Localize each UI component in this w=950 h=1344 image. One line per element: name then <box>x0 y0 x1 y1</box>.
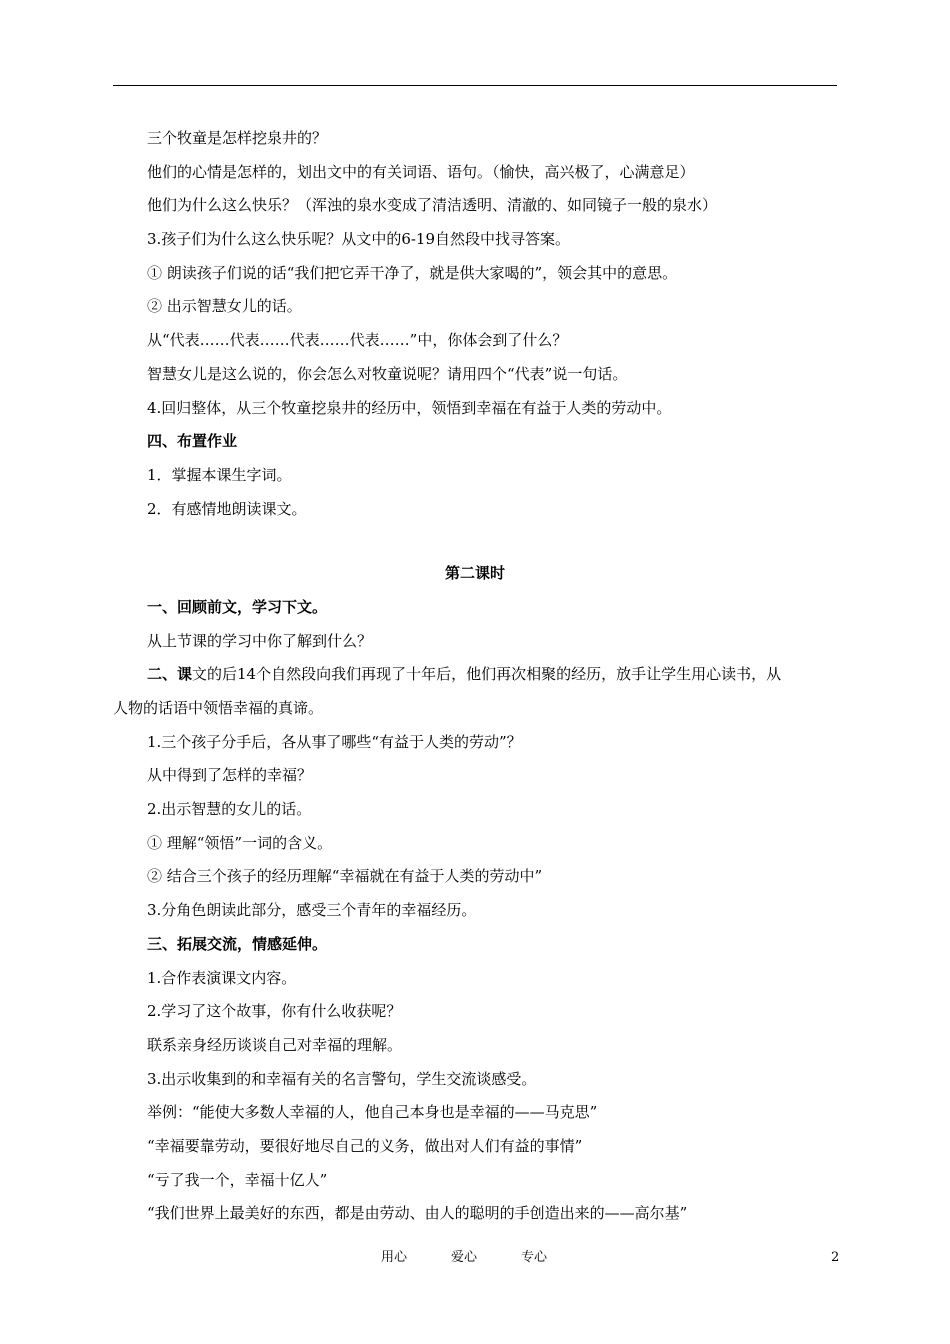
lesson-two-body-block <box>113 726 837 1231</box>
section-heading: 一、回顾前文，学习下文。 <box>147 597 328 616</box>
text-line: 从“代表……代表……代表……代表……”中，你体会到了什么？ <box>147 331 568 350</box>
lesson-one-block <box>113 122 837 526</box>
text-line: 3.孩子们为什么这么快乐呢？从文中的6-19自然段中找寻答案。 <box>147 230 571 249</box>
text-line: 他们为什么这么快乐？（浑浊的泉水变成了清洁透明、清澈的、如同镜子一般的泉水） <box>147 196 718 215</box>
paragraph-two-rest: 文的后14个自然段向我们再现了十年后，他们再次相聚的经历，放手让学生用心读书，从 <box>192 665 782 684</box>
text-line: 2．有感情地朗读课文。 <box>147 499 307 518</box>
text-line: 2.出示智慧的女儿的话。 <box>147 800 312 819</box>
paragraph-two-first-line <box>113 658 837 692</box>
text-line: ① 理解“领悟”一词的含义。 <box>147 833 333 852</box>
text-line: 1.合作表演课文内容。 <box>147 968 297 987</box>
header-rule <box>113 85 837 86</box>
text-line: ① 朗读孩子们说的话“我们把它弄干净了，就是供大家喝的”，领会其中的意思。 <box>147 263 678 282</box>
text-line: 3.分角色朗读此部分，感受三个青年的幸福经历。 <box>147 901 477 920</box>
section-heading: 四、布置作业 <box>147 432 238 451</box>
footer-slogan <box>381 1248 591 1268</box>
text-line: 智慧女儿是这么说的，你会怎么对牧童说呢？请用四个“代表”说一句话。 <box>147 364 628 383</box>
paragraph-two-lead: 二、课 <box>147 665 193 684</box>
text-line: 三个牧童是怎样挖泉井的？ <box>147 129 328 147</box>
text-line: 3.出示收集到的和幸福有关的名言警句，学生交流谈感受。 <box>147 1069 537 1088</box>
text-line: 2.学习了这个故事，你有什么收获呢？ <box>147 1002 402 1021</box>
text-line: “亏了我一个，幸福十亿人” <box>147 1170 328 1189</box>
text-line: 从上节课的学习中你了解到什么？ <box>147 631 373 650</box>
text-line: 他们的心情是怎样的，划出文中的有关词语、语句。（愉快，高兴极了，心满意足） <box>147 162 695 181</box>
section-heading: 三、拓展交流，情感延伸。 <box>147 934 328 953</box>
footer-slogan-item: 专心 <box>521 1250 548 1265</box>
lesson-two-intro-block <box>113 591 837 658</box>
text-line: 联系亲身经历谈谈自己对幸福的理解。 <box>147 1035 403 1054</box>
text-line: ② 出示智慧女儿的话。 <box>147 297 302 316</box>
section-title: 第二课时 <box>444 564 505 583</box>
paragraph-two-second-line: 人物的话语中领悟幸福的真谛。 <box>113 699 324 717</box>
text-line: ② 结合三个孩子的经历理解“幸福就在有益于人类的劳动中” <box>147 867 543 886</box>
document-body <box>113 122 837 1231</box>
text-line: 4.回归整体，从三个牧童挖泉井的经历中，领悟到幸福在有益于人类的劳动中。 <box>147 398 672 417</box>
text-line: 1．掌握本课生字词。 <box>147 465 292 484</box>
footer-slogan-item: 爱心 <box>451 1250 478 1265</box>
page-number: 2 <box>831 1250 840 1265</box>
footer-slogan-item: 用心 <box>381 1250 408 1265</box>
text-line: “我们世界上最美好的东西，都是由劳动、由人的聪明的手创造出来的——高尔基” <box>147 1204 688 1223</box>
text-line: 举例：“能使大多数人幸福的人，他自己本身也是幸福的——马克思” <box>147 1103 598 1122</box>
page-footer <box>0 1248 950 1268</box>
text-line: 从中得到了怎样的幸福？ <box>147 766 313 785</box>
section-gap <box>113 526 837 557</box>
text-line: 1.三个孩子分手后，各从事了哪些“有益于人类的劳动”？ <box>147 732 522 751</box>
text-line: “幸福要靠劳动，要很好地尽自己的义务，做出对人们有益的事情” <box>147 1136 583 1155</box>
